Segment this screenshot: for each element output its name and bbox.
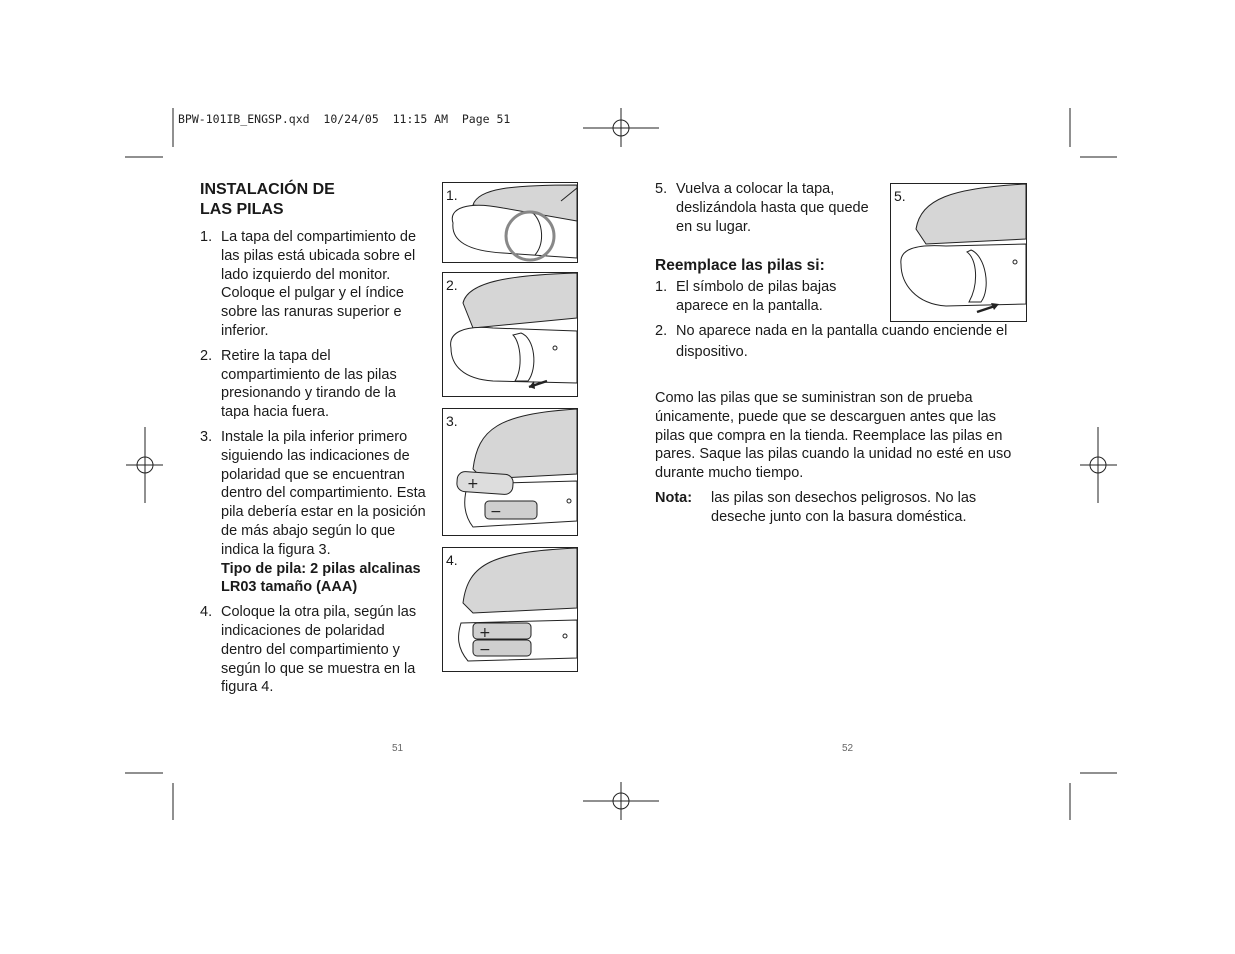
- list-item: [200, 603, 428, 697]
- item-text: No aparece nada en la pantalla cuando enciende el dispositivo.: [676, 323, 1008, 360]
- title-line-1: INSTALACIÓN DE: [200, 181, 335, 198]
- item-text: El símbolo de pilas bajas aparece en la pantalla.: [676, 279, 837, 314]
- battery-type-note: Tipo de pila: 2 pilas alcalinas LR03 tamaño (AAA): [221, 560, 421, 596]
- figure-number: 3.: [446, 413, 458, 429]
- monitor-cover-removed-illustration: [443, 273, 577, 396]
- list-item: [200, 228, 428, 341]
- item-number: 2.: [655, 323, 668, 339]
- note-label: Nota:: [655, 490, 693, 506]
- svg-text:−: −: [490, 504, 502, 520]
- item-number: 1.: [655, 279, 668, 295]
- svg-text:+: +: [467, 476, 479, 492]
- figure-number: 4.: [446, 552, 458, 568]
- step-text: Vuelva a colocar la tapa, deslizándola hasta que quede en su lugar.: [676, 181, 869, 235]
- batteries-installed-illustration: [443, 548, 577, 671]
- step-number: 5.: [655, 181, 668, 197]
- list-item: [200, 428, 428, 597]
- cover-replacement-illustration: [891, 184, 1026, 321]
- step-number: 4.: [200, 604, 213, 621]
- list-item: [655, 278, 865, 316]
- page-number-right: 52: [842, 743, 854, 754]
- figure-3: [442, 408, 578, 536]
- page-number-left: 51: [392, 743, 404, 754]
- step-text: La tapa del compartimiento de las pilas está ubicada sobre el lado izquierdo del monitor. Coloque el pulgar y el índice sobre las ranuras superior e inferior.: [221, 229, 417, 339]
- figure-number: 2.: [446, 277, 458, 293]
- svg-text:−: −: [479, 642, 491, 658]
- replace-batteries-heading: Reemplace las pilas si:: [655, 257, 825, 274]
- section-title: [200, 180, 335, 220]
- step-number: 2.: [200, 347, 213, 364]
- figure-1: [442, 182, 578, 263]
- battery-advice-paragraph: Como las pilas que se suministran son de prueba únicamente, puede que se descarguen antes que las pilas que compra en la tienda. Reemplace las pilas en pares. Saque las pilas cuando la unidad no esté en uso durante mucho tiempo.: [655, 390, 1012, 482]
- list-item: [655, 321, 1027, 363]
- monitor-illustration: [443, 183, 577, 262]
- installation-steps: [200, 228, 428, 703]
- list-item: [200, 347, 428, 422]
- list-item: [655, 180, 885, 236]
- svg-text:+: +: [479, 625, 491, 641]
- note-text: las pilas son desechos peligrosos. No las deseche junto con la basura doméstica.: [711, 490, 977, 525]
- figure-number: 5.: [894, 188, 906, 204]
- step-text: Instale la pila inferior primero siguiendo las indicaciones de polaridad que se encuentran dentro del compartimiento. Esta pila debería estar en la posición de más abajo según lo que indica la figura 3.: [221, 428, 426, 558]
- figure-number: 1.: [446, 187, 458, 203]
- step-text: Retire la tapa del compartimiento de las pilas presionando y tirando de la tapa hacia fuera.: [221, 347, 397, 421]
- step-text: Coloque la otra pila, según las indicaciones de polaridad dentro del compartimiento y según lo que se muestra en la figura 4.: [221, 604, 417, 696]
- step-number: 1.: [200, 229, 213, 245]
- figure-5: [890, 183, 1027, 322]
- figure-4: [442, 547, 578, 672]
- print-slug: BPW-101IB_ENGSP.qxd 10/24/05 11:15 AM Page 51: [178, 112, 511, 126]
- step-number: 3.: [200, 428, 213, 445]
- replace-conditions-list-2: [655, 321, 1027, 369]
- replace-conditions-list: [655, 278, 865, 322]
- figure-2: [442, 272, 578, 397]
- step-5-list: [655, 180, 885, 242]
- title-line-2: LAS PILAS: [200, 201, 284, 218]
- battery-insertion-illustration: [443, 409, 577, 535]
